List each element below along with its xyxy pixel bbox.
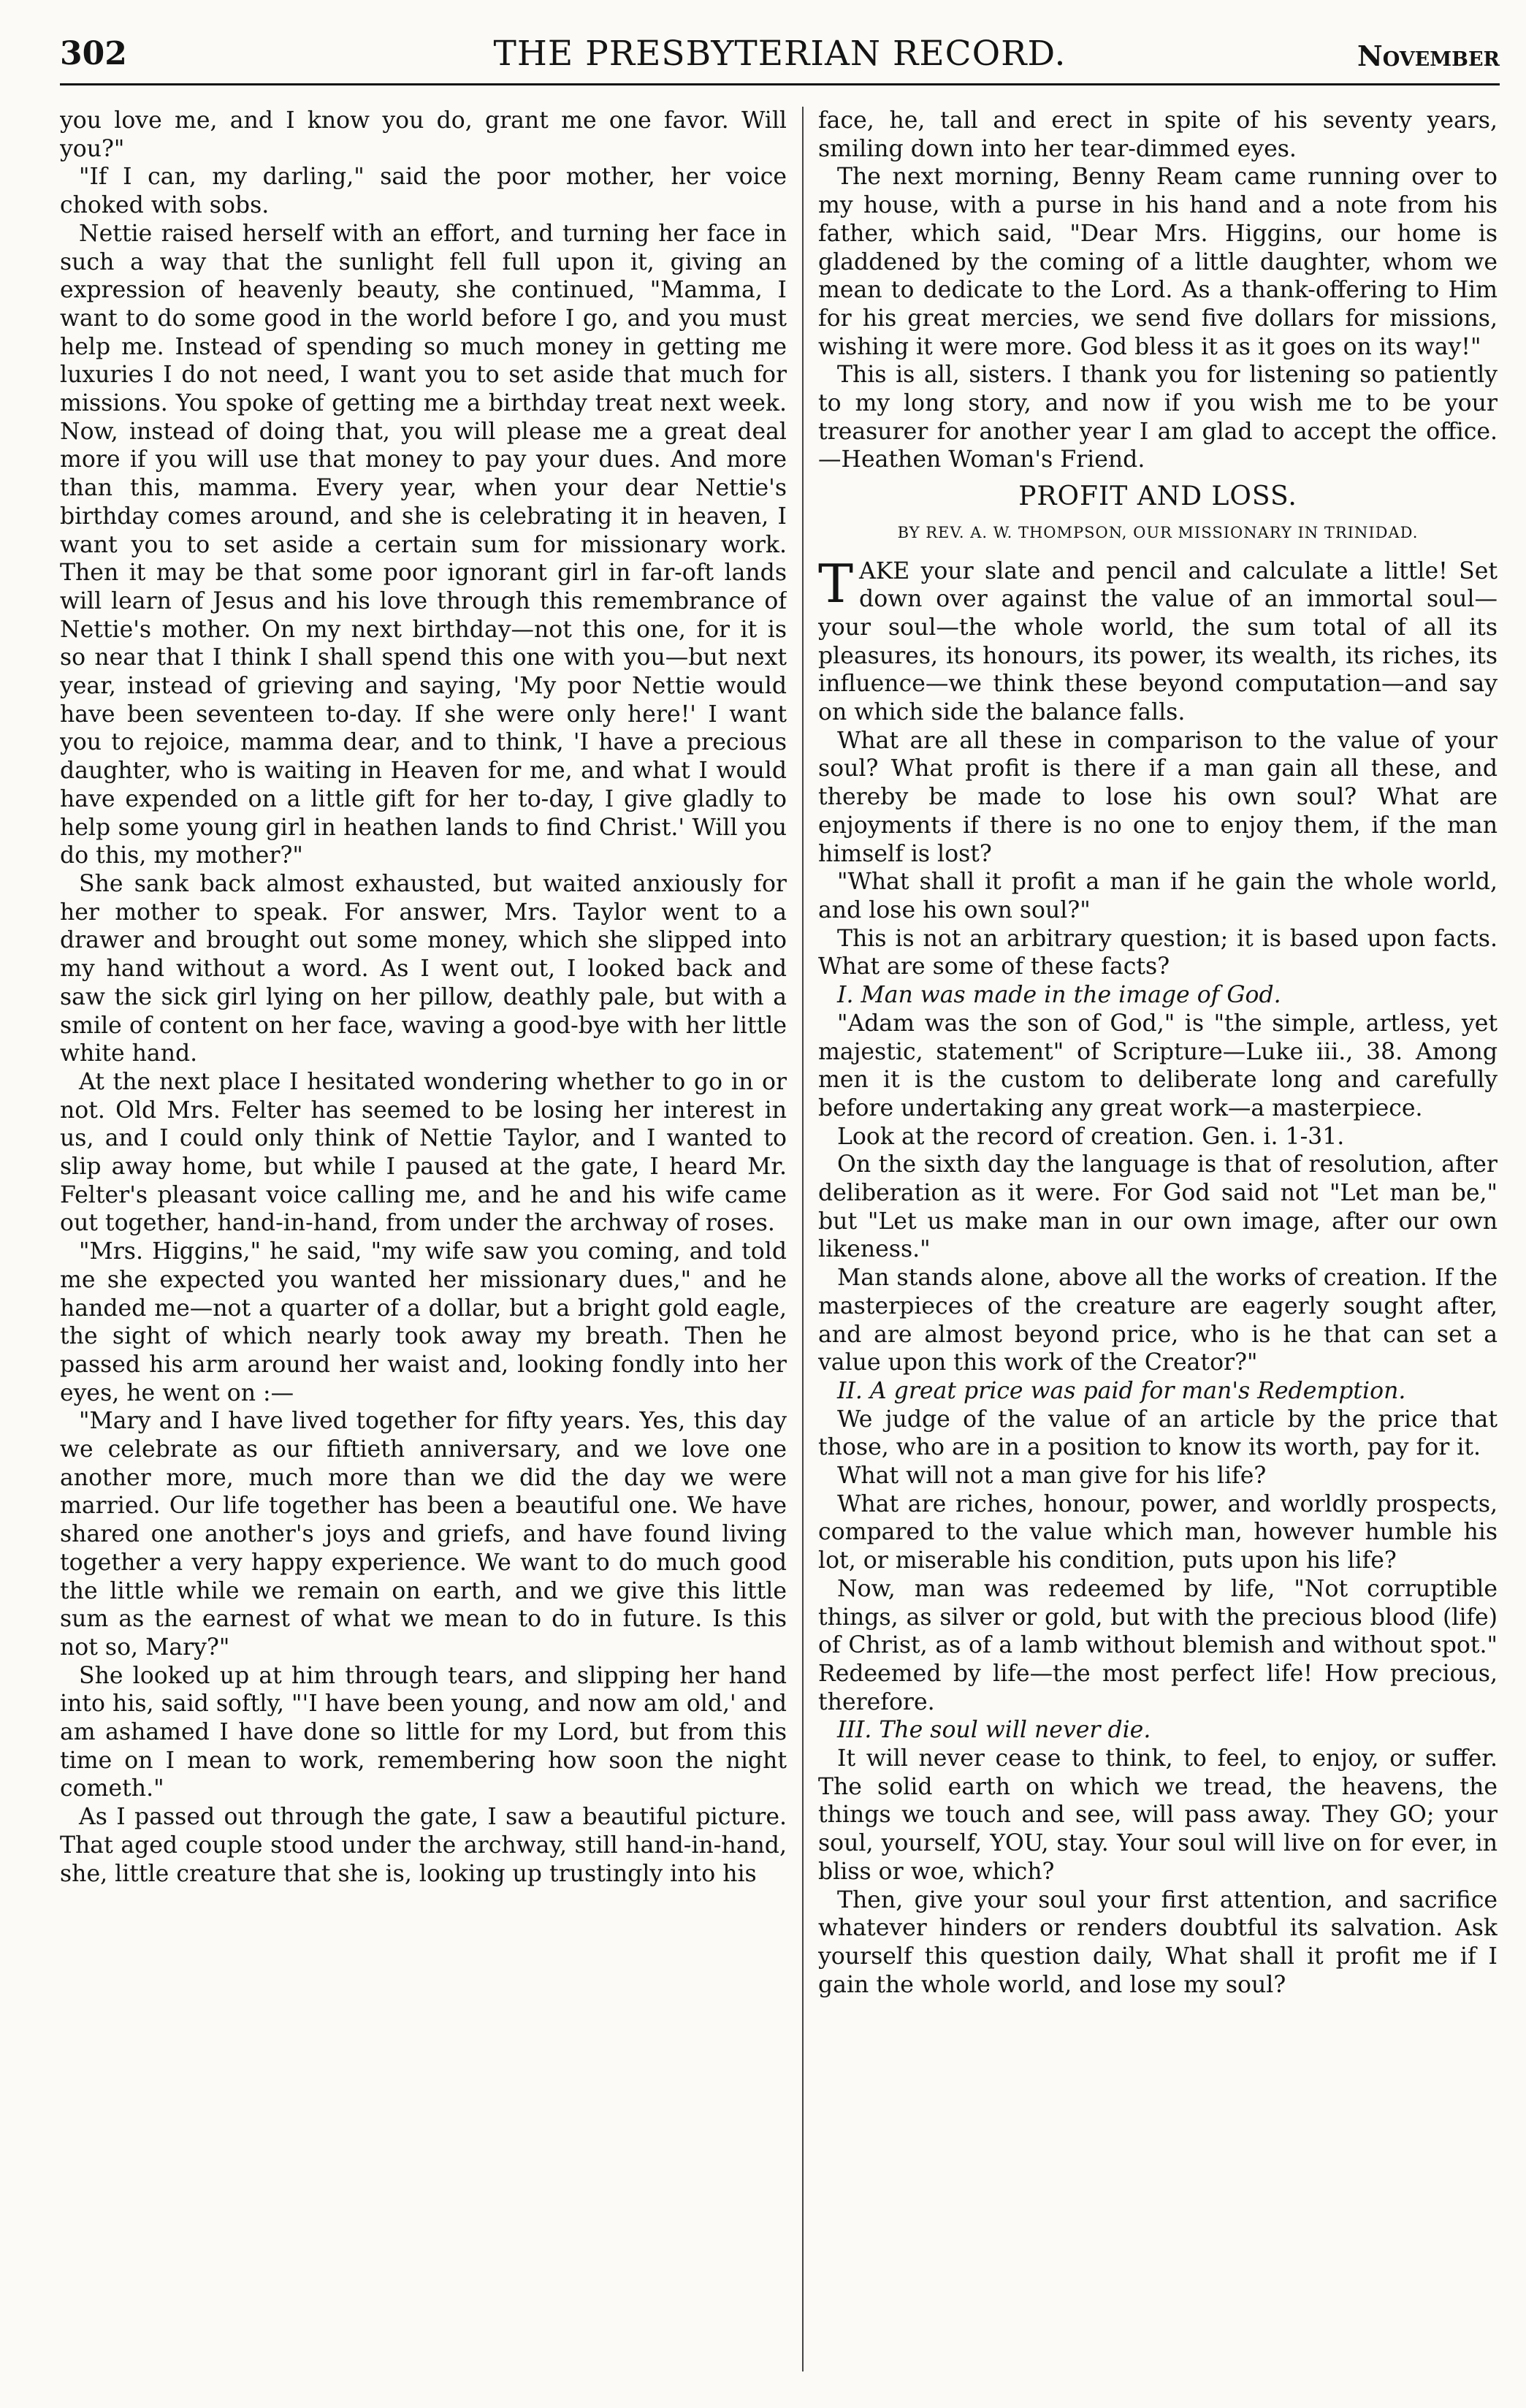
article-title: PROFIT AND LOSS.: [1018, 481, 1297, 512]
paragraph: What are all these in comparison to the value of your soul? What profit is there if a man gain all these, and thereby be made to lose his own soul? What are enjoyments if there is no one to enjoy them, if the man himself is lost?: [818, 727, 1498, 867]
issue-month: November: [1357, 39, 1500, 72]
article-first-paragraph: [818, 552, 1498, 727]
paragraph: This is all, sisters. I thank you for listening so patiently to my long story, and now if you wish me to be your treasurer for another year I am glad to accept the office.—Heathen Woman's Friend.: [818, 362, 1498, 473]
paragraph: We judge of the value of an article by the price that those, who are in a position to know its worth, pay for it.: [818, 1406, 1498, 1461]
section-heading: I. Man was made in the image of God.: [837, 982, 1281, 1009]
first-paragraph-text: AKE your slate and pencil and calculate a little! Set down over against the value of an immortal soul—your soul—the whole world, the sum total of all its pleasures, its honours, its power, its wealth, its riches, its influence—we think these beyond computation—and say on which side the balance falls.: [818, 557, 1498, 726]
article-byline: BY REV. A. W. THOMPSON, OUR MISSIONARY IN TRINIDAD.: [897, 523, 1419, 541]
left-column: [60, 107, 787, 2379]
journal-title: THE PRESBYTERIAN RECORD.: [493, 34, 1067, 74]
drop-cap: T: [818, 552, 854, 614]
paragraph: Now, man was redeemed by life, "Not corruptible things, as silver or gold, but with the precious blood (life) of Christ, as of a lamb without blemish and without spot." Redeemed by life—the most perfect life! How precious, therefore.: [818, 1575, 1498, 1715]
paragraph: As I passed out through the gate, I saw a beautiful picture. That aged couple stood under the archway, still hand-in-hand, she, little creature that she is, looking up trustingly into his: [60, 1804, 787, 1887]
paragraph: face, he, tall and erect in spite of his seventy years, smiling down into her tear-dimmed eyes.: [818, 107, 1498, 162]
paragraph: On the sixth day the language is that of resolution, after deliberation as it were. For God said not "Let man be," but "Let us make man in our own image, after our own likeness.": [818, 1151, 1498, 1263]
paragraph: "If I can, my darling," said the poor mother, her voice choked with sobs.: [60, 164, 787, 219]
paragraph: What are riches, honour, power, and worldly prospects, compared to the value which man, however humble his lot, or miserable his condition, puts upon his life?: [818, 1490, 1498, 1574]
paragraph: "Mrs. Higgins," he said, "my wife saw you coming, and told me she expected you wanted her missionary dues," and he handed me—not a quarter of a dollar, but a bright gold eagle, the sight of which nearly took away my breath. Then he passed his arm around her waist and, looking fondly into her eyes, he went on :—: [60, 1238, 787, 1406]
paragraph: The next morning, Benny Ream came running over to my house, with a purse in his hand and a note from his father, which said, "Dear Mrs. Higgins, our home is gladdened by the coming of a little daughter, whom we mean to dedicate to the Lord. As a thank-offering to Him for his great mercies, we send five dollars for missions, wishing it were more. God bless it as it goes on its way!": [818, 164, 1498, 360]
section-heading: III. The soul will never die.: [837, 1717, 1151, 1744]
paragraph: Nettie raised herself with an effort, and turning her face in such a way that the sunlight fell full upon it, giving an expression of heavenly beauty, she continued, "Mamma, I want to do some good in the world before I go, and you must help me. Instead of spending so much money in getting me luxuries I do not need, I want you to set aside that much for missions. You spoke of getting me a birthday treat next week. Now, instead of doing that, you will please me a great deal more if you will use that money to pay your dues. And more than this, mamma. Every year, when your dear Nettie's birthday comes around, and she is celebrating it in heaven, I want you to set aside a certain sum for missionary work. Then it may be that some poor ignorant girl in far-oft lands will learn of Jesus and his love through this remembrance of Nettie's mother. On my next birthday—not this one, for it is so near that I think I shall spend this one with you—but next year, instead of grieving and saying, 'My poor Nettie would have been seventeen to-day. If she were only here!' I want you to rejoice, mamma dear, and to think, 'I have a precious daughter, who is waiting in Heaven for me, and what I would have expended on a little gift for her to-day, I give gladly to help some young girl in heathen lands to find Christ.' Will you do this, my mother?": [60, 220, 787, 869]
page-header: [60, 31, 1500, 85]
paragraph: Man stands alone, above all the works of creation. If the masterpieces of the creature are eagerly sought after, and are almost beyond price, who is he that can set a value upon this work of the Creator?": [818, 1265, 1498, 1376]
paragraph: "What shall it profit a man if he gain the whole world, and lose his own soul?": [818, 869, 1498, 923]
paragraph: She sank back almost exhausted, but waited anxiously for her mother to speak. For answer, Mrs. Taylor went to a drawer and brought out some money, which she slipped into my hand without a word. As I went out, I looked back and saw the sick girl lying on her pillow, deathly pale, but with a smile of content on her face, waving a good-bye with her little white hand.: [60, 870, 787, 1067]
paragraph: Look at the record of creation. Gen. i. 1-31.: [837, 1123, 1345, 1150]
page-number: 302: [60, 35, 127, 72]
paragraph: It will never cease to think, to feel, to enjoy, or suffer. The solid earth on which we tread, the heavens, the things we touch and see, will pass away. They GO; your soul, yourself, YOU, stay. Your soul will live on for ever, in bliss or woe, which?: [818, 1745, 1498, 1885]
paragraph: Then, give your soul your first attention, and sacrifice whatever hinders or renders doubtful its salvation. Ask yourself this question daily, What shall it profit me if I gain the whole world, and lose my soul?: [818, 1886, 1498, 1998]
paragraph: At the next place I hesitated wondering whether to go in or not. Old Mrs. Felter has seemed to be losing her interest in us, and I could only think of Nettie Taylor, and I wanted to slip away home, but while I paused at the gate, I heard Mr. Felter's pleasant voice calling me, and he and his wife came out together, hand-in-hand, from under the archway of roses.: [60, 1068, 787, 1237]
paragraph: "Mary and I have lived together for fifty years. Yes, this day we celebrate as our fiftieth anniversary, and we love one another more, much more than we did the day we were married. Our life together has been a beautiful one. We have shared one another's joys and griefs, and have found living together a very happy experience. We want to do much good the little while we remain on earth, and we give this little sum as the earnest of what we mean to do in future. Is this not so, Mary?": [60, 1408, 787, 1661]
paragraph: What will not a man give for his life?: [837, 1463, 1267, 1490]
paragraph: This is not an arbitrary question; it is based upon facts. What are some of these facts?: [818, 925, 1498, 980]
paragraph: She looked up at him through tears, and slipping her hand into his, said softly, "'I have been young, and now am old,' and am ashamed I have done so little for my Lord, but from this time on I mean to work, remembering how soon the night cometh.": [60, 1662, 787, 1802]
paragraph: "Adam was the son of God," is "the simple, artless, yet majestic, statement" of Scripture—Luke iii., 38. Among men it is the custom to deliberate long and carefully before undertaking any great work—a masterpiece.: [818, 1010, 1498, 1121]
right-column: [818, 107, 1498, 2379]
paragraph: you love me, and I know you do, grant me one favor. Will you?": [60, 107, 787, 162]
section-heading: II. A great price was paid for man's Redemption.: [837, 1377, 1406, 1404]
column-divider: [802, 107, 804, 2371]
